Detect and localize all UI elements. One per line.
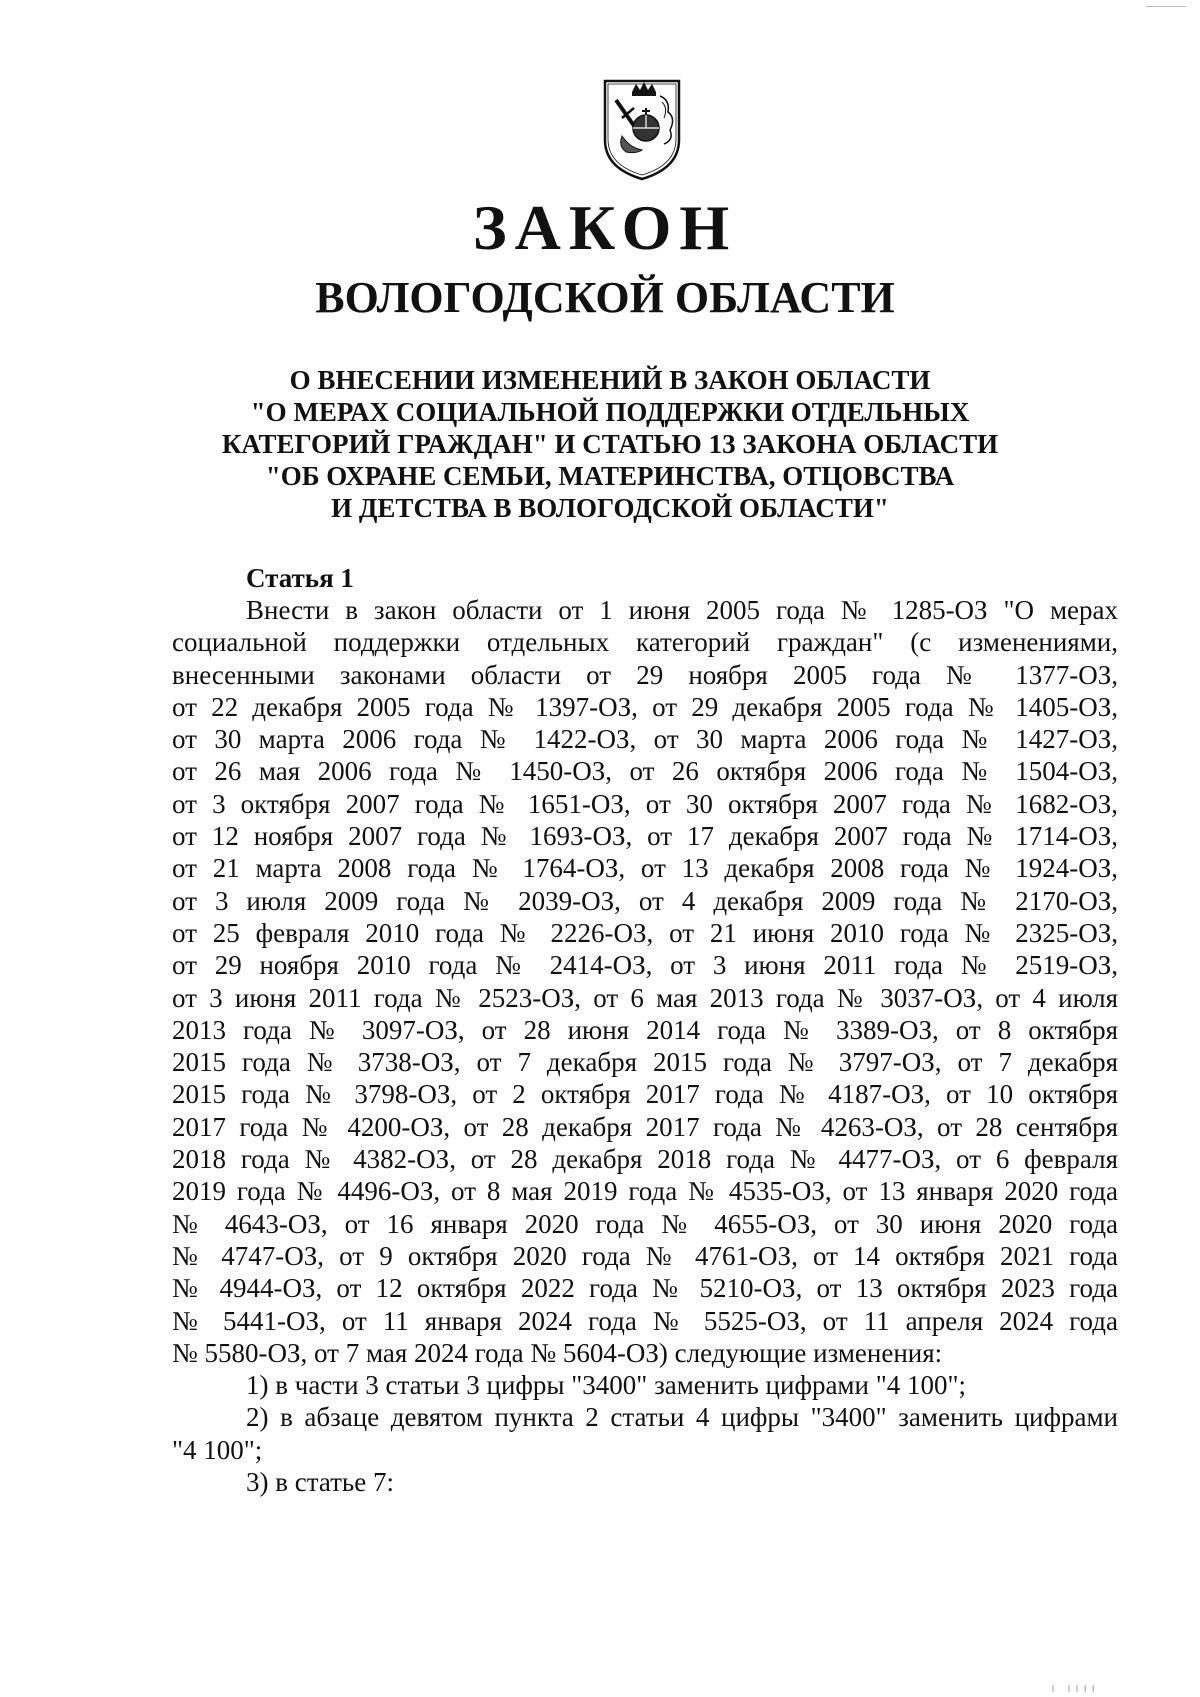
paragraph-line: от 29 ноября 2010 года № 2414-ОЗ, от 3 июня 2011 года № 2519-ОЗ, — [172, 950, 1118, 981]
amendment-item-1: 1) в части 3 статьи 3 цифры "3400" заменить цифрами "4 100"; — [246, 1370, 967, 1401]
law-subject-title — [170, 364, 1050, 524]
subject-line: "ОБ ОХРАНЕ СЕМЬИ, МАТЕРИНСТВА, ОТЦОВСТВА — [265, 461, 955, 491]
paragraph-line: № 5441-ОЗ, от 11 января 2024 года № 5525-ОЗ, от 11 апреля 2024 года — [172, 1305, 1118, 1336]
vologda-coat-of-arms-icon — [602, 78, 682, 182]
paragraph-line: от 3 июля 2009 года № 2039-ОЗ, от 4 декабря 2009 года № 2170-ОЗ, — [172, 885, 1118, 916]
paragraph-line: № 4944-ОЗ, от 12 октября 2022 года № 5210-ОЗ, от 13 октября 2023 года — [172, 1273, 1118, 1304]
paragraph-line: от 25 февраля 2010 года № 2226-ОЗ, от 21 июня 2010 года № 2325-ОЗ, — [172, 917, 1118, 948]
subject-line: О ВНЕСЕНИИ ИЗМЕНЕНИЙ В ЗАКОН ОБЛАСТИ — [289, 365, 931, 395]
paragraph-line: № 4747-ОЗ, от 9 октября 2020 года № 4761-ОЗ, от 14 октября 2021 года — [172, 1240, 1118, 1271]
paragraph-line: внесенными законами области от 29 ноября 2005 года № 1377-ОЗ, — [172, 659, 1118, 690]
paragraph-line: от 22 декабря 2005 года № 1397-ОЗ, от 29 декабря 2005 года № 1405-ОЗ, — [172, 691, 1118, 722]
subject-line: КАТЕГОРИЙ ГРАЖДАН" И СТАТЬЮ 13 ЗАКОНА ОБЛАСТИ — [221, 429, 999, 459]
paragraph-line: от 21 марта 2008 года № 1764-ОЗ, от 13 декабря 2008 года № 1924-ОЗ, — [172, 853, 1118, 884]
law-title: ЗАКОН — [472, 192, 738, 263]
amendment-item-3: 3) в статье 7: — [246, 1467, 394, 1498]
subject-line: "О МЕРАХ СОЦИАЛЬНОЙ ПОДДЕРЖКИ ОТДЕЛЬНЫХ — [250, 397, 970, 427]
amendment-item-2-continuation: "4 100"; — [172, 1434, 263, 1465]
paragraph-line: социальной поддержки отдельных категорий граждан" (с изменениями, — [172, 627, 1118, 658]
paragraph-line: 2019 года № 4496-ОЗ, от 8 мая 2019 года № 4535-ОЗ, от 13 января 2020 года — [172, 1176, 1118, 1207]
paragraph-line: № 4643-ОЗ, от 16 января 2020 года № 4655-ОЗ, от 30 июня 2020 года — [172, 1208, 1118, 1239]
article-heading: Статья 1 — [246, 563, 354, 593]
paragraph-line: от 3 июня 2011 года № 2523-ОЗ, от 6 мая 2013 года № 3037-ОЗ, от 4 июля — [172, 982, 1118, 1013]
region-title: ВОЛОГОДСКОЙ ОБЛАСТИ — [315, 273, 895, 322]
paragraph-line: 2015 года № 3798-ОЗ, от 2 октября 2017 года № 4187-ОЗ, от 10 октября — [172, 1079, 1118, 1110]
paragraph-line: 2018 года № 4382-ОЗ, от 28 декабря 2018 года № 4477-ОЗ, от 6 февраля — [172, 1144, 1118, 1175]
paragraph-line: Внести в закон области от 1 июня 2005 года № 1285-ОЗ "О мерах — [246, 595, 1118, 625]
paragraph-line: от 12 ноября 2007 года № 1693-ОЗ, от 17 декабря 2007 года № 1714-ОЗ, — [172, 821, 1118, 852]
paragraph-line: 2017 года № 4200-ОЗ, от 28 декабря 2017 года № 4263-ОЗ, от 28 сентября — [172, 1111, 1118, 1142]
amendment-item-2: 2) в абзаце девятом пункта 2 статьи 4 цифры "3400" заменить цифрами — [246, 1402, 1118, 1433]
paragraph-line: 2013 года № 3097-ОЗ, от 28 июня 2014 года № 3389-ОЗ, от 8 октября — [172, 1014, 1118, 1045]
scan-edge-marks: ǀ ǀǀǀǀ — [1050, 1684, 1099, 1695]
paragraph-line: от 30 марта 2006 года № 1422-ОЗ, от 30 марта 2006 года № 1427-ОЗ, — [172, 724, 1118, 755]
paragraph-line: № 5580-ОЗ, от 7 мая 2024 года № 5604-ОЗ) следующие изменения: — [172, 1337, 943, 1368]
article-body — [172, 594, 1118, 1498]
paragraph-line: от 3 октября 2007 года № 1651-ОЗ, от 30 октября 2007 года № 1682-ОЗ, — [172, 788, 1118, 819]
paragraph-line: 2015 года № 3738-ОЗ, от 7 декабря 2015 года № 3797-ОЗ, от 7 декабря — [172, 1047, 1118, 1078]
coat-of-arms-emblem — [602, 78, 682, 182]
scan-corner-mark — [1146, 0, 1186, 7]
paragraph-line: от 26 мая 2006 года № 1450-ОЗ, от 26 октября 2006 года № 1504-ОЗ, — [172, 756, 1118, 787]
subject-line: И ДЕТСТВА В ВОЛОГОДСКОЙ ОБЛАСТИ" — [331, 493, 889, 523]
